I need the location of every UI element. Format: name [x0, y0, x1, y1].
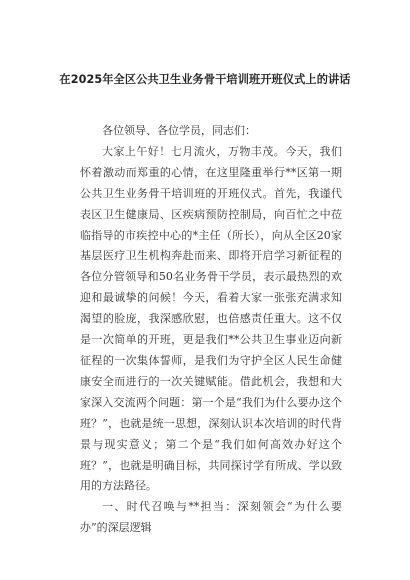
body-paragraph: 大家上午好！七月流火，万物丰茂。今天，我们怀着激动而郑重的心情，在这里隆重举行**区第一期公共卫生业务骨干培训班的开班仪式。首先，我谨代表区卫生健康局、区疾病预防控制局，向百忙之中莅临指导的市疾控中心的*主任（所长），向从全区20家基层医疗卫生机构奔赴而来、即将开启学习新征程的各位分管领导和50名业务骨干学员，表示最热烈的欢迎和最诚挚的问候！今天，看着大家一张张充满求知渴望的脸庞，我深感欣慰，也倍感责任重大。这不仅是一次简单的开班，更是我们**公共卫生事业迈向新征程的一次集体誓师，是我们为守护全区人民生命健康安全而进行的一次关键赋能。借此机会，我想和大家深入交流两个问题：第一个是“我们为什么要办这个班？”，也就是统一思想，深刻认识本次培训的时代背景与现实意义；第二个是“我们如何高效办好这个班？”，也就是明确目标，共同探讨学有所成、学以致用的方法路径。 [80, 144, 342, 493]
salutation-paragraph: 各位领导、各位学员，同志们： [102, 124, 256, 137]
document-title: 在2025年全区公共卫生业务骨干培训班开班仪式上的讲话 [59, 73, 351, 86]
section-heading: 一、时代召唤与**担当：深刻领会“为什么要办”的深层逻辑 [80, 500, 342, 535]
document-body [80, 121, 342, 539]
